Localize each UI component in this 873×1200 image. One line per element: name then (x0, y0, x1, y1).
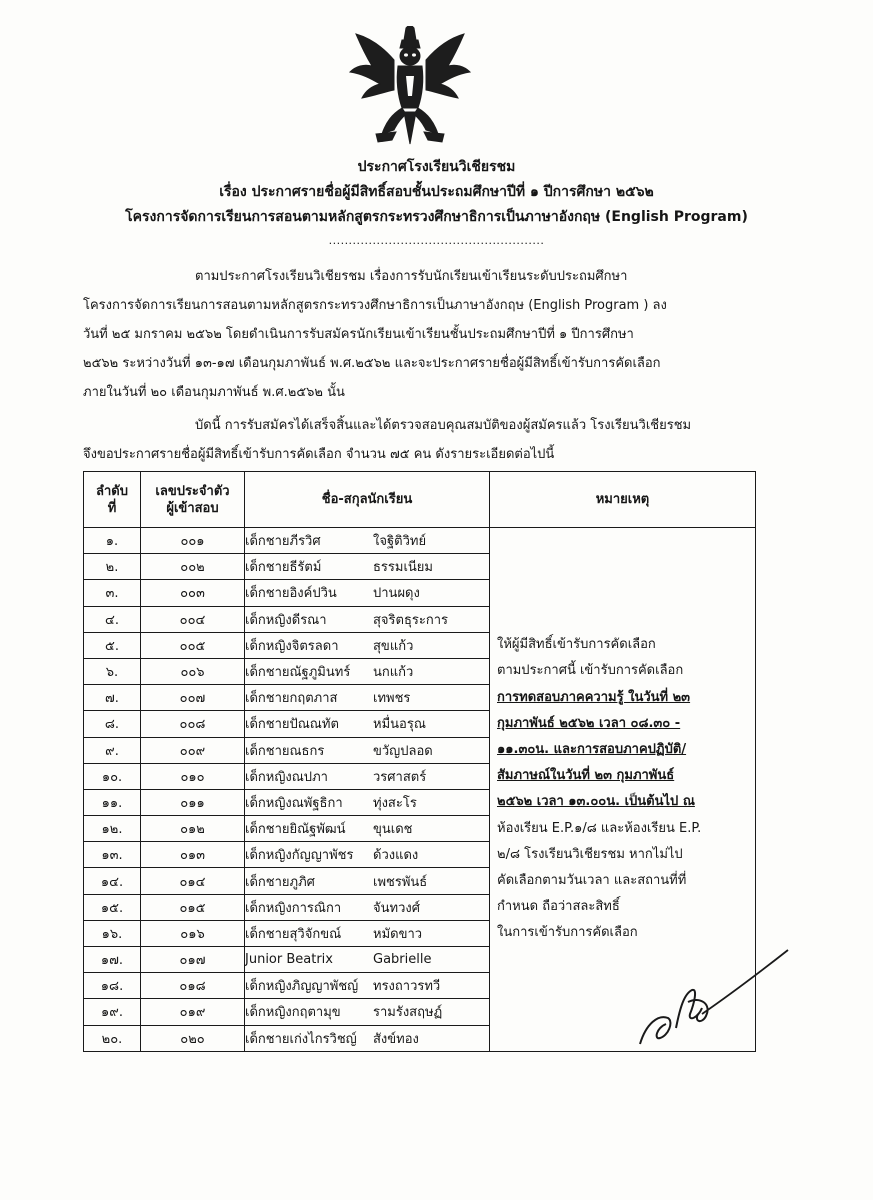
row-no: ๑๓. (84, 842, 141, 868)
row-id: ๐๐๕ (141, 632, 245, 658)
first-name: เด็กหญิงณปภา (245, 769, 328, 785)
col-header-id-line1: เลขประจำตัว (155, 483, 230, 499)
row-id: ๐๑๒ (141, 816, 245, 842)
paragraph-result (83, 411, 755, 469)
remark-line-emphasis: สัมภาษณ์ในวันที่ ๒๓ กุมภาพันธ์ (497, 768, 675, 784)
remark-line: ในการเข้ารับการคัดเลือก (497, 925, 638, 941)
row-id: ๐๑๘ (141, 973, 245, 999)
paragraph-line: ภายในวันที่ ๒๐ เดือนกุมภาพันธ์ พ.ศ.๒๕๖๒ นั้น (83, 385, 345, 400)
row-name (245, 658, 490, 684)
last-name: ทุ่งสะโร (373, 795, 417, 811)
row-name (245, 685, 490, 711)
row-id: ๐๑๗ (141, 947, 245, 973)
last-name: สุขแก้ว (373, 638, 414, 654)
first-name: เด็กชายณธกร (245, 743, 325, 759)
first-name: เด็กหญิงดีรณา (245, 612, 327, 628)
last-name: Gabrielle (373, 952, 432, 968)
last-name: ปานผดุง (373, 586, 420, 602)
table-row (84, 528, 756, 554)
row-id: ๐๐๖ (141, 658, 245, 684)
row-name (245, 737, 490, 763)
row-name (245, 947, 490, 973)
last-name: ใจฐิติวิทย์ (373, 534, 427, 550)
remark-line: ตามประกาศนี้ เข้ารับการคัดเลือก (497, 663, 684, 679)
row-id: ๐๐๓ (141, 580, 245, 606)
row-name (245, 973, 490, 999)
last-name: สุจริตธุระการ (373, 612, 449, 628)
garuda-emblem (346, 26, 474, 148)
paragraph-intro (83, 262, 755, 407)
row-name (245, 816, 490, 842)
row-id: ๐๒๐ (141, 1025, 245, 1051)
first-name: เด็กชายกฤตภาส (245, 691, 338, 707)
announcement-subject: เรื่อง ประกาศรายชื่อผู้มีสิทธิ์สอบชั้นประถมศึกษาปีที่ ๑ ปีการศึกษา ๒๕๖๒ (219, 184, 654, 200)
row-name (245, 554, 490, 580)
first-name: Junior Beatrix (245, 952, 333, 968)
row-id: ๐๐๔ (141, 606, 245, 632)
last-name: เพชรพันธ์ (373, 874, 428, 890)
row-name (245, 528, 490, 554)
remark-line: กำหนด ถือว่าสละสิทธิ์ (497, 899, 620, 915)
col-header-id (141, 472, 245, 528)
handwritten-signature (632, 944, 792, 1054)
first-name: เด็กชายธีรัตม์ (245, 560, 322, 576)
paragraph-line: วันที่ ๒๕ มกราคม ๒๕๖๒ โดยดำเนินการรับสมัครนักเรียนเข้าเรียนชั้นประถมศึกษาปีที่ ๑ ปีการศึกษา (83, 327, 634, 342)
row-name (245, 920, 490, 946)
first-name: เด็กหญิงณพัฐธิกา (245, 795, 343, 811)
paragraph-line: ตามประกาศโรงเรียนวิเชียรชม เรื่องการรับนักเรียนเข้าเรียนระดับประถมศึกษา (195, 269, 628, 284)
col-header-no (84, 472, 141, 528)
row-name (245, 999, 490, 1025)
row-no: ๔. (84, 606, 141, 632)
row-name (245, 868, 490, 894)
row-id: ๐๑๖ (141, 920, 245, 946)
row-id: ๐๐๘ (141, 711, 245, 737)
last-name: วรศาสตร์ (373, 769, 427, 785)
paragraph-line: จึงขอประกาศรายชื่อผู้มีสิทธิ์เข้ารับการคัดเลือก จำนวน ๗๕ คน ดังรายระเอียดต่อไปนี้ (83, 447, 555, 462)
remark-line-emphasis: ๒๕๖๒ เวลา ๑๓.๐๐น. เป็นต้นไป ณ (497, 794, 695, 810)
first-name: เด็กชายปัณณทัต (245, 717, 339, 733)
row-name (245, 606, 490, 632)
row-no: ๖. (84, 658, 141, 684)
remark-line: ให้ผู้มีสิทธิ์เข้ารับการคัดเลือก (497, 637, 656, 653)
row-id: ๐๐๗ (141, 685, 245, 711)
row-name (245, 1025, 490, 1051)
row-no: ๑๐. (84, 763, 141, 789)
row-no: ๑. (84, 528, 141, 554)
row-no: ๗. (84, 685, 141, 711)
row-id: ๐๑๕ (141, 894, 245, 920)
last-name: นกแก้ว (373, 665, 414, 681)
first-name: เด็กชายยิณัฐพัฒน์ (245, 822, 346, 838)
first-name: เด็กหญิงจิตรลดา (245, 638, 339, 654)
row-no: ๒๐. (84, 1025, 141, 1051)
announcement-program: โครงการจัดการเรียนการสอนตามหลักสูตรกระทรวงศึกษาธิการเป็นภาษาอังกฤษ (English Program) (125, 209, 748, 225)
last-name: ด้วงแดง (373, 848, 419, 864)
paragraph-line: บัดนี้ การรับสมัครได้เสร็จสิ้นและได้ตรวจสอบคุณสมบัติของผู้สมัครแล้ว โรงเรียนวิเชียรชม (195, 418, 692, 433)
last-name: หมัดขาว (373, 926, 423, 942)
row-name (245, 894, 490, 920)
table-header-row (84, 472, 756, 528)
remark-line-emphasis: การทดสอบภาคความรู้ ในวันที่ ๒๓ (497, 689, 691, 705)
last-name: สังข์ทอง (373, 1031, 419, 1047)
col-header-no-line1: ลำดับ (96, 483, 128, 499)
last-name: ทรงถาวรทวี (373, 979, 441, 995)
row-name (245, 763, 490, 789)
paragraph-line: โครงการจัดการเรียนการสอนตามหลักสูตรกระทรวงศึกษาธิการเป็นภาษาอังกฤษ (English Program ) ลง (83, 298, 667, 313)
remark-line: ห้องเรียน E.P.๑/๘ และห้องเรียน E.P. (497, 820, 702, 836)
col-header-id-line2: ผู้เข้าสอบ (166, 500, 219, 516)
row-no: ๑๖. (84, 920, 141, 946)
row-id: ๐๑๑ (141, 789, 245, 815)
row-id: ๐๐๑ (141, 528, 245, 554)
row-no: ๑๗. (84, 947, 141, 973)
first-name: เด็กชายเก่งไกรวิชญ์ (245, 1031, 357, 1047)
col-header-name: ชื่อ-สกุลนักเรียน (245, 472, 490, 528)
remark-line-emphasis: กุมภาพันธ์ ๒๕๖๒ เวลา ๐๘.๓๐ - (497, 715, 681, 731)
first-name: เด็กหญิงกฤตามุข (245, 1005, 341, 1021)
col-header-remark: หมายเหตุ (490, 472, 756, 528)
remark-line-emphasis: ๑๑.๓๐น. และการสอบภาคปฏิบัติ/ (497, 741, 687, 757)
remark-line: ๒/๘ โรงเรียนวิเชียรชม หากไม่ไป (497, 846, 683, 862)
row-id: ๐๐๒ (141, 554, 245, 580)
last-name: ขุนเดช (373, 822, 413, 838)
row-no: ๑๒. (84, 816, 141, 842)
last-name: หมื่นอรุณ (373, 717, 426, 733)
row-id: ๐๑๐ (141, 763, 245, 789)
first-name: เด็กชายสุวิจักขณ์ (245, 926, 342, 942)
announcement-title: ประกาศโรงเรียนวิเชียรชม (357, 159, 516, 175)
first-name: เด็กหญิงกัญญาพัชร (245, 848, 354, 864)
row-name (245, 711, 490, 737)
first-name: เด็กชายณัฐภูมินทร์ (245, 665, 351, 681)
row-no: ๙. (84, 737, 141, 763)
row-name (245, 632, 490, 658)
row-id: ๐๑๙ (141, 999, 245, 1025)
row-name (245, 580, 490, 606)
last-name: ธรรมเนียม (373, 560, 433, 576)
first-name: เด็กหญิงการณิกา (245, 900, 342, 916)
row-no: ๑๙. (84, 999, 141, 1025)
row-no: ๓. (84, 580, 141, 606)
last-name: ขวัญปลอด (373, 743, 433, 759)
row-no: ๑๑. (84, 789, 141, 815)
last-name: เทพชร (373, 691, 411, 707)
last-name: รามรังสฤษฏ์ (373, 1005, 443, 1021)
row-name (245, 842, 490, 868)
row-no: ๑๕. (84, 894, 141, 920)
row-name (245, 789, 490, 815)
paragraph-line: ๒๕๖๒ ระหว่างวันที่ ๑๓-๑๗ เดือนกุมภาพันธ์ พ.ศ.๒๕๖๒ และจะประกาศรายชื่อผู้มีสิทธิ์เข้ารับการคัดเลือก (83, 356, 661, 371)
dotted-separator: ...................................................... (328, 234, 545, 247)
row-id: ๐๑๔ (141, 868, 245, 894)
first-name: เด็กหญิงภิญญาพัชญ์ (245, 979, 359, 995)
last-name: จันทวงศ์ (373, 900, 420, 916)
remark-line: คัดเลือกตามวันเวลา และสถานที่ที่ (497, 872, 687, 888)
row-no: ๑๘. (84, 973, 141, 999)
col-header-no-line2: ที่ (107, 500, 117, 516)
row-no: ๕. (84, 632, 141, 658)
row-id: ๐๐๙ (141, 737, 245, 763)
row-no: ๑๔. (84, 868, 141, 894)
first-name: เด็กชายภูภิศ (245, 874, 315, 890)
row-no: ๒. (84, 554, 141, 580)
first-name: เด็กชายอิงค์ปวิน (245, 586, 337, 602)
first-name: เด็กชายภีรวิศ (245, 534, 321, 550)
row-no: ๘. (84, 711, 141, 737)
row-id: ๐๑๓ (141, 842, 245, 868)
